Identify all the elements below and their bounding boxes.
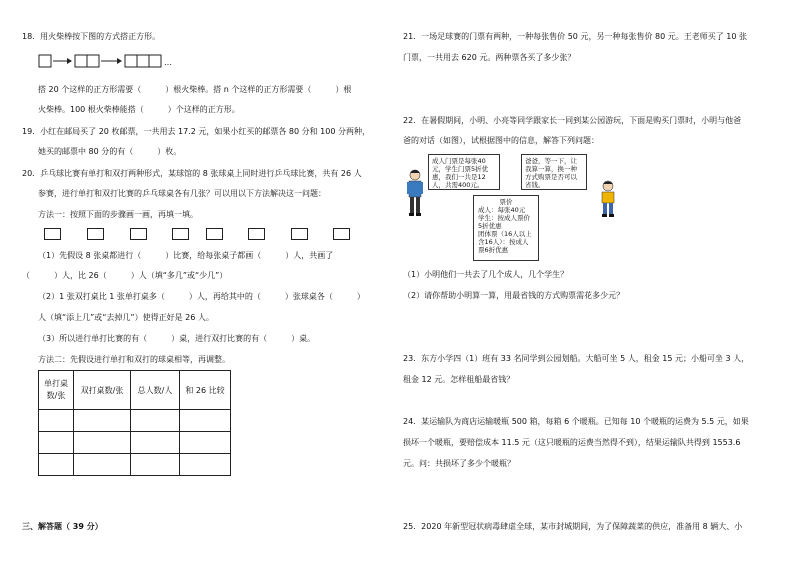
table-cell[interactable] <box>180 454 231 476</box>
q20-method1: 方法一：按照下面的步骤画一画，再填一填。 <box>38 210 198 219</box>
table-row <box>39 432 231 454</box>
table-header-cell: 和 26 比较 <box>180 371 231 410</box>
answer-table <box>38 370 231 476</box>
table-cell[interactable] <box>131 454 180 476</box>
q20-line2: 参赛，进行单打和双打比赛的乒乓球桌各有几张？可以用以下方法解决这一问题： <box>38 189 326 198</box>
table-cell[interactable] <box>180 432 231 454</box>
q23-line2: 租金 12 元。怎样租船最省钱？ <box>403 375 515 384</box>
q20-step2b: 人（填“添上几”或“去掉几”）使得正好是 26 人。 <box>38 313 214 322</box>
table-header-cell: 双打桌数/张 <box>74 371 131 410</box>
table-header-cell: 单打桌数/张 <box>39 371 74 410</box>
drawing-box <box>130 228 147 240</box>
q20-line1: 20．乒乓球比赛有单打和双打两种形式，某球馆的 8 张球桌上同时进行乒乓球比赛，共有 26 人 <box>22 169 362 178</box>
q18-line1: 搭 20 个这样的正方形需要（ ）根火柴棒。搭 n 个这样的正方形需要（ ）根 <box>38 85 352 94</box>
table-row <box>39 410 231 432</box>
q20-method2: 方法二：先假设进行单打和双打的球桌相等，再调整。 <box>38 355 230 364</box>
q24-line2: 损坏一个暖瓶，要赔偿成本 11.5 元（这只暖瓶的运费当然得不到），结果运输队共得到 1553.6 <box>403 438 741 447</box>
q22-line2: 爸的对话（如图），试根据图中的信息，解答下列问题： <box>403 136 599 145</box>
drawing-box <box>248 228 265 240</box>
table-header-cell: 总人数/人 <box>131 371 180 410</box>
ticket-line: 团体票（16人以上含16人）：按成人票6折优惠 <box>478 230 532 254</box>
ticket-price-board <box>473 195 539 261</box>
drawing-box <box>291 228 308 240</box>
q25-line1: 25．2020 年新型冠状病毒肆虐全球，某市封城期间，为了保障蔬菜的供应，准备用 8 辆大、小 <box>403 522 743 531</box>
table-cell[interactable] <box>39 410 74 432</box>
q23-line1: 23．东方小学四（1）班有 33 名同学到公园划船。大船可坐 5 人，租金 15 元；小船可坐 3 人， <box>403 354 750 363</box>
q20-step2a: （2）1 张双打桌比 1 张单打桌多（ ）人，再给其中的（ ）张球桌各（ ） <box>38 292 365 301</box>
q18-line2: 火柴棒。100 根火柴棒能搭（ ）个这样的正方形。 <box>38 105 240 114</box>
table-cell[interactable] <box>74 410 131 432</box>
figure-ellipsis: … <box>164 58 172 67</box>
section-heading: 三、解答题（ 39 分） <box>22 522 103 531</box>
drawing-box <box>44 228 61 240</box>
table-cell[interactable] <box>131 410 180 432</box>
father-figure-icon <box>404 168 426 218</box>
q22-sub2: （2）请你帮助小明算一算，用最省钱的方式购票需花多少元？ <box>403 291 625 300</box>
table-cell[interactable] <box>39 454 74 476</box>
ticket-title: 票价 <box>499 198 513 206</box>
ticket-line: 学生：按成人票价5折优惠 <box>478 214 530 230</box>
q21-line1: 21．一场足球赛的门票有两种，一种每张售价 50 元，另一种每张售价 80 元。王老师买了 10 张 <box>403 32 747 41</box>
table-row <box>39 454 231 476</box>
q20-step1a: （1）先假设 8 张桌都进行（ ）比赛，给每张桌子都画（ ）人，共画了 <box>38 251 334 260</box>
table-cell[interactable] <box>131 432 180 454</box>
q22-line1: 22．在暑假期间，小明、小亮等同学跟家长一同到某公园游玩，下面是购买门票时，小明与他爸 <box>403 116 742 125</box>
child-figure-icon <box>598 180 618 218</box>
q24-line1: 24．某运输队为商店运输暖瓶 500 箱，每箱 6 个暖瓶。已知每 10 个暖瓶的运费为 5.5 元，如果 <box>403 417 749 426</box>
table-cell[interactable] <box>180 410 231 432</box>
dad-speech-bubble: 成人门票是每张40元，学生门票5折优惠，我们一共是12人，共需400元。 <box>428 154 500 190</box>
drawing-box <box>333 228 350 240</box>
q18-stem: 18．用火柴棒按下图的方式搭正方形。 <box>22 32 161 41</box>
q20-step3: （3）所以进行单打比赛的有（ ）桌，进行双打比赛的有（ ）桌。 <box>38 334 316 343</box>
q19-line1: 19．小红在邮局买了 20 枚邮票，一共用去 17.2 元，如果小红买的邮票各 80 分和 100 分两种， <box>22 127 370 136</box>
q22-sub1: （1）小明他们一共去了几个成人，几个学生？ <box>403 270 569 279</box>
q24-line3: 元。问：共损坏了多少个暖瓶？ <box>403 459 515 468</box>
table-cell[interactable] <box>74 432 131 454</box>
drawing-box <box>87 228 104 240</box>
kid-speech-bubble: 爸爸，等一下，让我算一算，换一种方式购票是否可以省钱。 <box>521 154 587 190</box>
q20-step1b: （ ）人，比 26（ ）人（填“多几”或“少几”） <box>22 271 228 280</box>
table-cell[interactable] <box>74 454 131 476</box>
drawing-box <box>206 228 223 240</box>
drawing-box <box>172 228 189 240</box>
q21-line2: 门票，一共用去 620 元。两种票各买了多少张？ <box>403 53 576 62</box>
table-cell[interactable] <box>39 432 74 454</box>
ticket-line: 成人：每张40元 <box>478 206 526 214</box>
table-header-row <box>39 371 231 410</box>
q19-line2: 她买的邮票中 80 分的有（ ）枚。 <box>38 147 182 156</box>
